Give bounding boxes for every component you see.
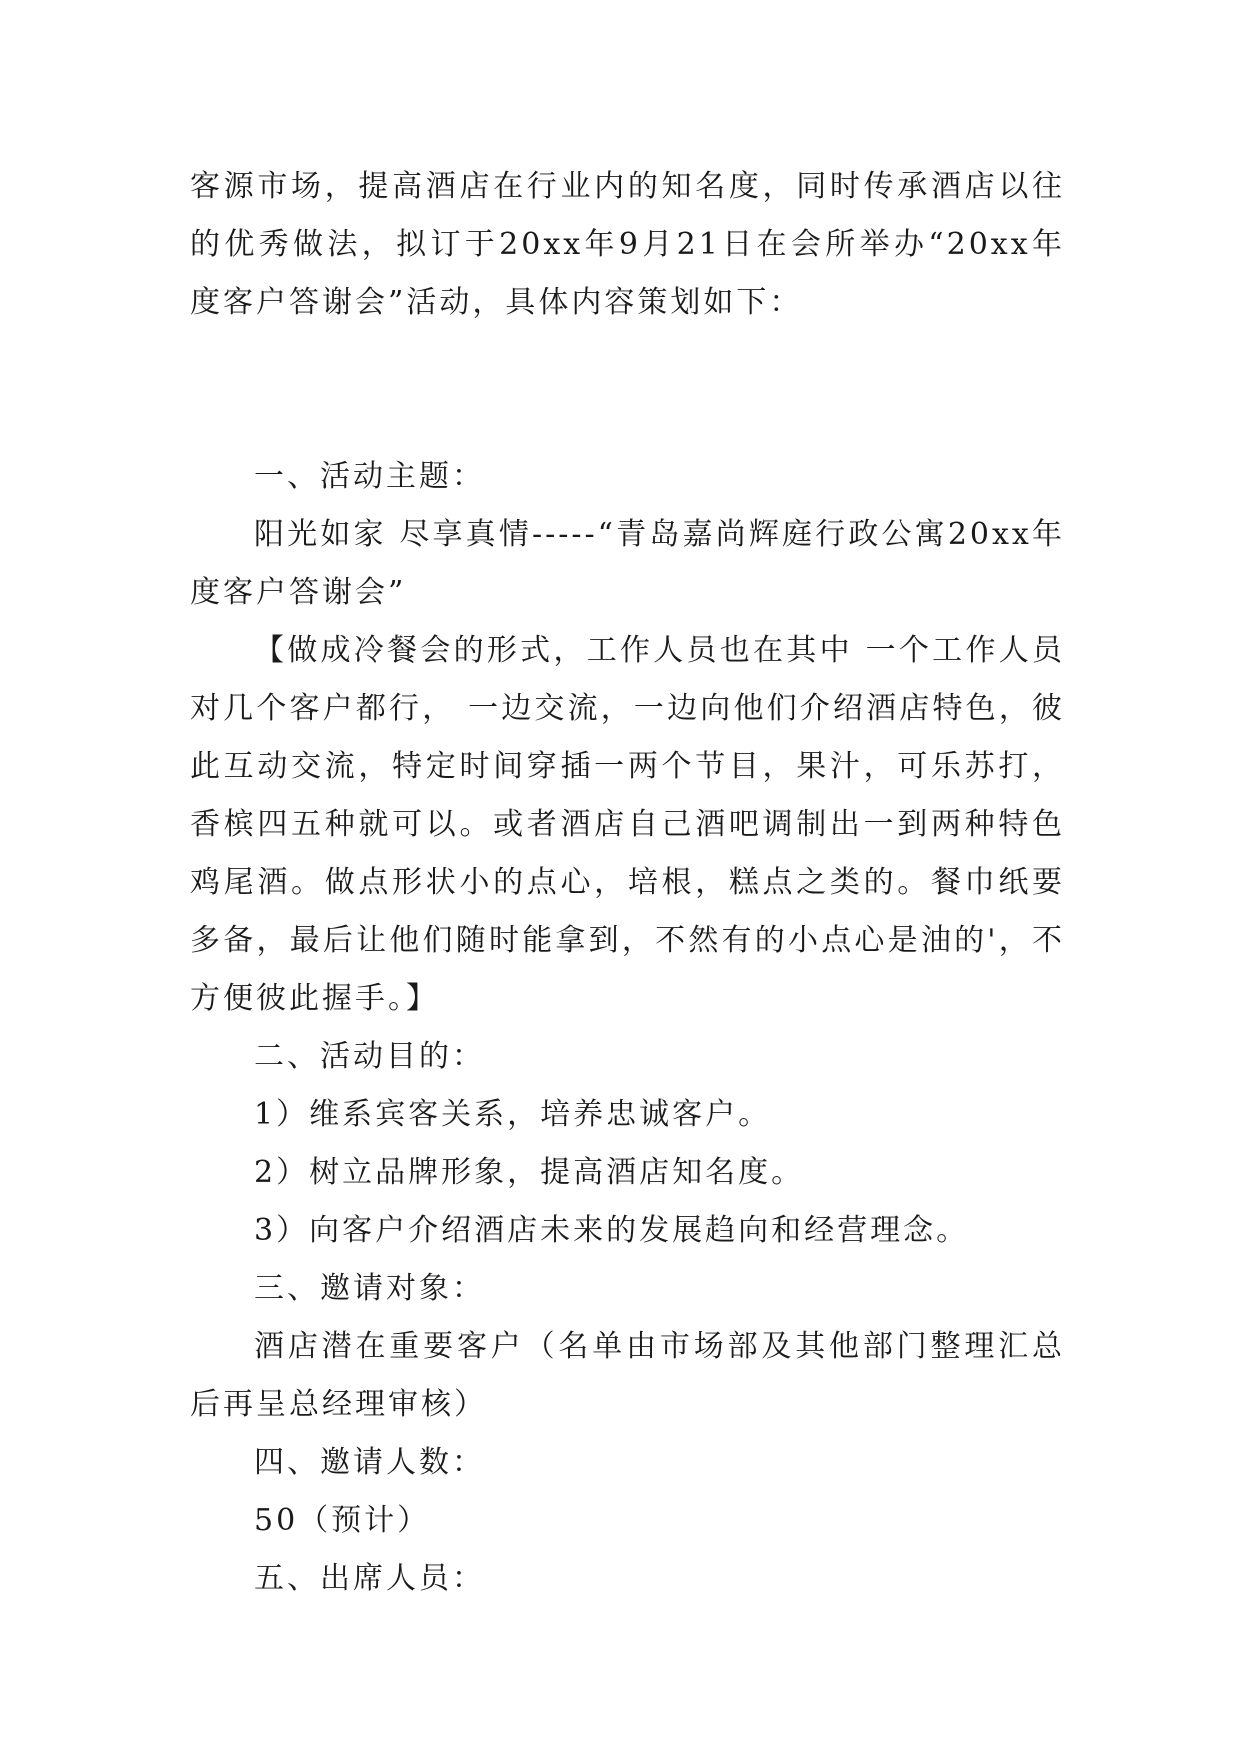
section-heading-attendees: 五、出席人员： xyxy=(254,1561,485,1596)
purpose-item-3: 3）向客户介绍酒店未来的发展趋向和经营理念。 xyxy=(254,1213,970,1248)
invitees-paragraph: 酒店潜在重要客户（名单由市场部及其他部门整理汇总后再呈总经理审核） xyxy=(190,1329,1065,1422)
section-heading-invitees: 三、邀请对象： xyxy=(254,1271,485,1306)
purpose-item-2: 2）树立品牌形象，提高酒店知名度。 xyxy=(254,1155,805,1190)
invite-count-paragraph: 50（预计） xyxy=(254,1503,431,1538)
section-heading-purpose: 二、活动目的： xyxy=(254,1039,485,1074)
purpose-item-1: 1）维系宾客关系，培养忠诚客户。 xyxy=(254,1097,772,1132)
section-heading-theme: 一、活动主题： xyxy=(254,459,485,494)
paragraph-gap xyxy=(190,332,1065,448)
theme-paragraph: 阳光如家 尽享真情-----“青岛嘉尚辉庭行政公寓20xx年度客户答谢会” xyxy=(190,517,1065,610)
document-body xyxy=(190,158,1065,1608)
section-heading-invite-count: 四、邀请人数： xyxy=(254,1445,485,1480)
intro-paragraph: 客源市场，提高酒店在行业内的知名度，同时传承酒店以往的优秀做法，拟订于20xx年9月21日在会所举办“20xx年度客户答谢会”活动，具体内容策划如下： xyxy=(190,169,1065,320)
note-paragraph: 【做成冷餐会的形式，工作人员也在其中 一个工作人员对几个客户都行， 一边交流，一边向他们介绍酒店特色，彼此互动交流，特定时间穿插一两个节目，果汁，可乐苏打，香槟四五种就可以。或者酒店自己酒吧调制出一到两种特色鸡尾酒。做点形状小的点心，培根，糕点之类的。餐巾纸要多备，最后让他们随时能拿到，不然有的小点心是油的'，不方便彼此握手。】 xyxy=(190,633,1065,1016)
